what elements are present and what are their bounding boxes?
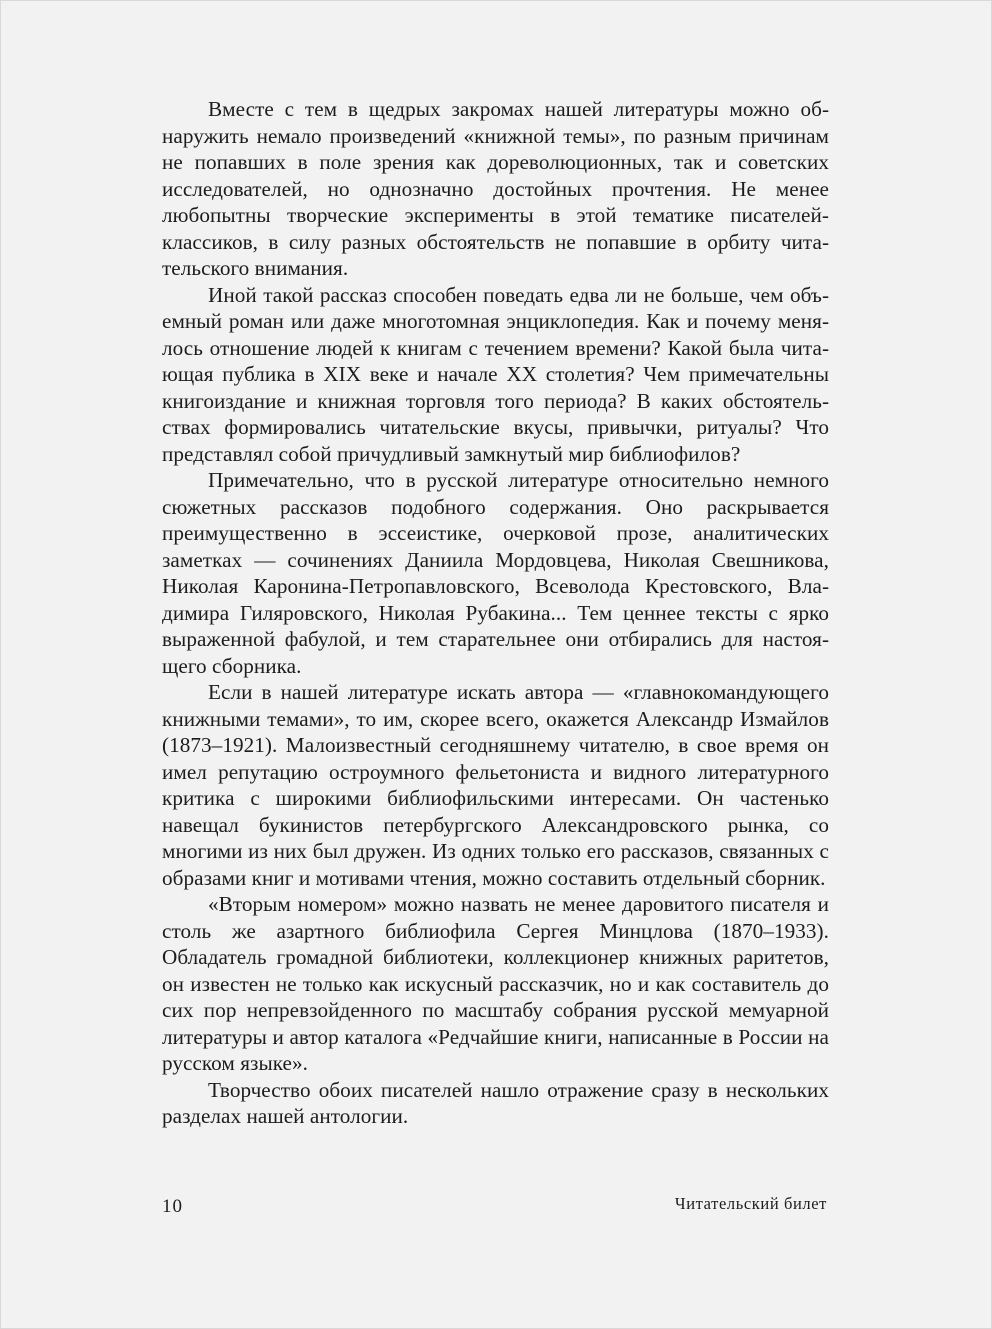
body-text: [162, 96, 829, 1130]
paragraph-2: Иной такой рассказ способен поведать едва ли не больше, чем объемный роман или даже многотомная энциклопедия. Как и почему менялось отношение людей к книгам с течением времени? Какой была читающая публика в XIX веке и начале XX столетия? Чем примечательны книгоиздание и книжная торговля того периода? В каких обстоятельствах формировались читательские вкусы, привычки, ритуалы? Что представлял собой причудливый замкнутый мир библиофилов?: [162, 282, 829, 466]
paragraph-6: Творчество обоих писателей нашло отражение сразу в нескольких разделах нашей антологии.: [162, 1077, 829, 1128]
paragraph-4: Если в нашей литературе искать автора — «главнокомандующего книжными темами», то им, скорее всего, окажется Александр Измайлов (1873–1921). Малоизвестный сегодняшнему читателю, в свое время он имел репутацию остроумного фельетониста и видного литературного критика с широкими библиофильскими интересами. Он частенько навещал букинистов петербургского Александровского рынка, со многими из них был дружен. Из одних только его рассказов, связанных с образами книг и мотивами чтения, можно составить отдельный сборник.: [162, 680, 829, 890]
paragraph-1: Вместе с тем в щедрых закромах нашей литературы можно обнаружить немало произведений «книжной темы», по разным причинам не попавших в поле зрения как дореволюционных, так и советских исследователей, но однозначно достойных прочтения. Не менее любопытны творческие эксперименты в этой тематике писателей-классиков, в силу разных обстоятельств не попавшие в орбиту читательского внимания.: [162, 97, 829, 280]
paragraph-3: Примечательно, что в русской литературе относительно немного сюжетных рассказов подобного содержания. Оно раскрывается преимущественно в эссеистике, очерковой прозе, аналитических заметках — сочинениях Даниила Мордовцева, Николая Свешникова, Николая Каронина-Петропавловского, Всеволода Крестовского, Владимира Гиляровского, Николая Рубакина... Тем ценнее тексты с ярко выраженной фабулой, и тем старательнее они отбирались для настоящего сборника.: [162, 468, 829, 678]
running-footer-title: Читательский билет: [674, 1194, 827, 1213]
page-number: 10: [162, 1196, 183, 1217]
paragraph-5: «Вторым номером» можно назвать не менее даровитого писателя и столь же азартного библиофила Сергея Минцлова (1870–1933). Обладатель громадной библиотеки, коллекционер книжных раритетов, он известен не только как искусный рассказчик, но и как составитель до сих пор непревзойденного по масштабу собрания русской мемуарной литературы и автор каталога «Редчайшие книги, написанные в России на русском языке».: [162, 892, 829, 1075]
